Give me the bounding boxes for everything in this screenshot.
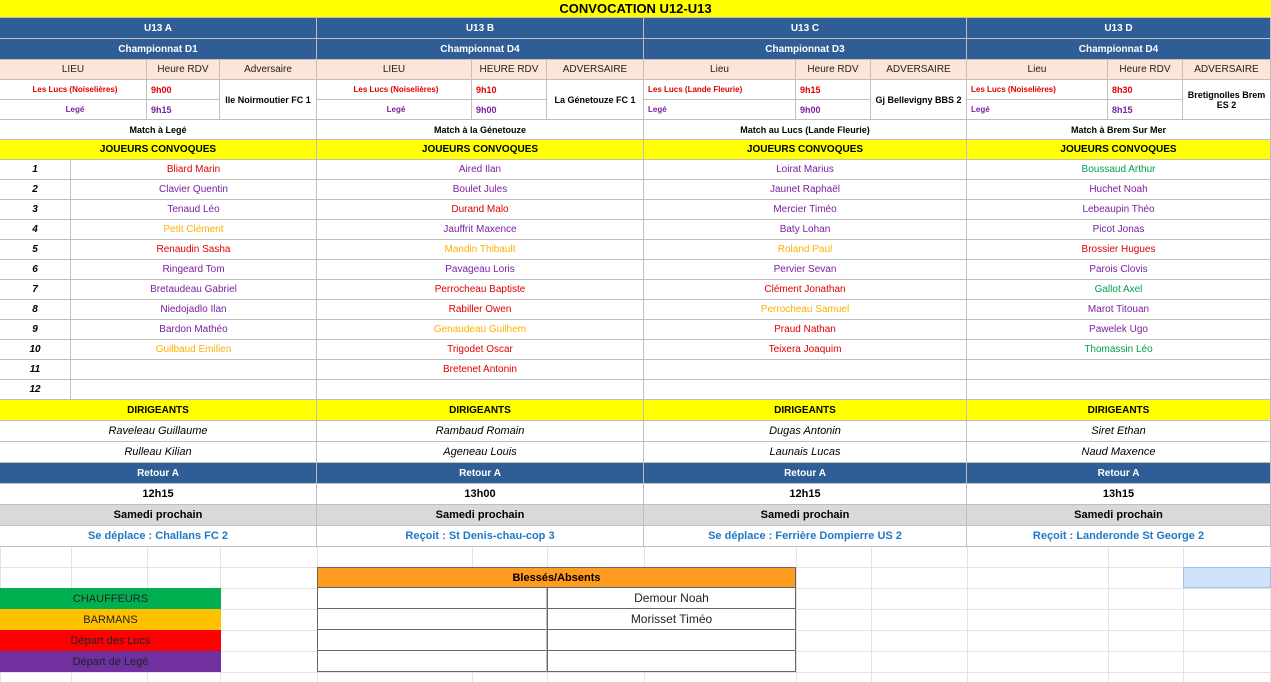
heure-row-1[interactable]: 8h30 [1108,80,1183,100]
heure-row-1[interactable]: 9h15 [796,80,871,100]
player-name[interactable]: Bardon Mathéo [71,320,317,340]
player-name[interactable]: Loirat Marius [644,160,967,180]
blesses-name[interactable] [547,651,796,672]
heure-row-2[interactable]: 9h15 [147,100,220,120]
player-name[interactable]: Thomassin Léo [967,340,1271,360]
blesses-empty-cell[interactable] [317,588,547,609]
legend-item: BARMANS [0,609,221,630]
heure-row-2[interactable]: 9h00 [472,100,547,120]
joueurs-header[interactable]: JOUEURS CONVOQUES [967,140,1271,160]
dirigeant-name[interactable]: Rambaud Romain [317,421,644,442]
dirigeant-name[interactable]: Dugas Antonin [644,421,967,442]
lieu-row-2[interactable]: Legé [967,100,1108,120]
player-name[interactable]: Durand Malo [317,200,644,220]
blesses-header[interactable]: Blessés/Absents [317,567,796,588]
column-header[interactable]: LIEU [317,60,472,80]
joueurs-header[interactable]: JOUEURS CONVOQUES [644,140,967,160]
adversaire[interactable]: Bretignolles Brem ES 2 [1183,80,1271,120]
row-number[interactable]: 4 [0,220,71,240]
player-name[interactable]: Genaudeau Guilhem [317,320,644,340]
dirigeants-header[interactable]: DIRIGEANTS [317,400,644,421]
retour-header[interactable]: Retour A [644,463,967,484]
column-header[interactable]: LIEU [0,60,147,80]
lieu-row-2[interactable]: Legé [0,100,147,120]
column-header[interactable]: ADVERSAIRE [1183,60,1271,80]
championship-label[interactable]: Championnat D4 [967,39,1271,60]
player-name[interactable]: Pavageau Loris [317,260,644,280]
row-number[interactable]: 5 [0,240,71,260]
player-name[interactable] [644,360,967,380]
blesses-name[interactable]: Morisset Timéo [547,609,796,630]
dirigeant-name[interactable]: Naud Maxence [967,442,1271,463]
column-header[interactable]: Heure RDV [796,60,871,80]
dirigeant-name[interactable]: Siret Ethan [967,421,1271,442]
dirigeant-name[interactable]: Raveleau Guillaume [0,421,317,442]
samedi-header[interactable]: Samedi prochain [317,505,644,526]
player-name[interactable] [71,380,317,400]
adversaire[interactable]: Ile Noirmoutier FC 1 [220,80,317,120]
match-location[interactable]: Match à Legé [0,120,317,140]
row-number[interactable]: 12 [0,380,71,400]
samedi-header[interactable]: Samedi prochain [0,505,317,526]
player-name[interactable]: Clavier Quentin [71,180,317,200]
player-name[interactable]: Pawelek Ugo [967,320,1271,340]
retour-header[interactable]: Retour A [0,463,317,484]
row-number[interactable]: 7 [0,280,71,300]
row-number[interactable]: 2 [0,180,71,200]
legend-item: Départ de Legé [0,651,221,672]
dirigeant-name[interactable]: Rulleau Kilian [0,442,317,463]
heure-row-2[interactable]: 9h00 [796,100,871,120]
row-number[interactable]: 10 [0,340,71,360]
column-header[interactable]: Lieu [967,60,1108,80]
next-match[interactable]: Se déplace : Ferrière Dompierre US 2 [644,526,967,547]
column-header[interactable]: Heure RDV [147,60,220,80]
player-name[interactable]: Picot Jonas [967,220,1271,240]
player-name[interactable]: Perrocheau Baptiste [317,280,644,300]
team-name[interactable]: U13 C [644,18,967,39]
row-number[interactable]: 8 [0,300,71,320]
match-location[interactable]: Match au Lucs (Lande Fleurie) [644,120,967,140]
player-name[interactable]: Praud Nathan [644,320,967,340]
column-header[interactable]: ADVERSAIRE [871,60,967,80]
retour-time[interactable]: 12h15 [644,484,967,505]
dirigeants-header[interactable]: DIRIGEANTS [0,400,317,421]
player-name[interactable]: Marot Titouan [967,300,1271,320]
samedi-header[interactable]: Samedi prochain [644,505,967,526]
lieu-row-1[interactable]: Les Lucs (Noiselières) [0,80,147,100]
player-name[interactable]: Gallot Axel [967,280,1271,300]
retour-time[interactable]: 13h00 [317,484,644,505]
dirigeant-name[interactable]: Ageneau Louis [317,442,644,463]
row-number[interactable]: 6 [0,260,71,280]
column-header[interactable]: HEURE RDV [472,60,547,80]
player-name[interactable]: Mercier Timéo [644,200,967,220]
retour-time[interactable]: 13h15 [967,484,1271,505]
next-match[interactable]: Reçoit : St Denis-chau-cop 3 [317,526,644,547]
player-name[interactable] [317,380,644,400]
row-number[interactable]: 11 [0,360,71,380]
selected-cell[interactable] [1183,567,1271,588]
player-name[interactable]: Guilbaud Emilien [71,340,317,360]
player-name[interactable]: Boulet Jules [317,180,644,200]
player-name[interactable] [71,360,317,380]
player-name[interactable]: Rabiller Owen [317,300,644,320]
retour-header[interactable]: Retour A [967,463,1271,484]
player-name[interactable]: Trigodet Oscar [317,340,644,360]
player-name[interactable] [967,380,1271,400]
blesses-empty-cell[interactable] [317,651,547,672]
player-name[interactable]: Pervier Sevan [644,260,967,280]
match-location[interactable]: Match à la Génetouze [317,120,644,140]
player-name[interactable]: Bretenet Antonin [317,360,644,380]
heure-row-2[interactable]: 8h15 [1108,100,1183,120]
player-name[interactable]: Bretaudeau Gabriel [71,280,317,300]
next-match[interactable]: Se déplace : Challans FC 2 [0,526,317,547]
gridline-h [0,672,1271,673]
player-name[interactable]: Aired Ilan [317,160,644,180]
heure-row-1[interactable]: 9h00 [147,80,220,100]
column-header[interactable]: Adversaire [220,60,317,80]
team-name[interactable]: U13 D [967,18,1271,39]
player-name[interactable]: Clément Jonathan [644,280,967,300]
adversaire[interactable]: Gj Bellevigny BBS 2 [871,80,967,120]
column-header[interactable]: Heure RDV [1108,60,1183,80]
row-number[interactable]: 3 [0,200,71,220]
legend-item: Départ des Lucs [0,630,221,651]
heure-row-1[interactable]: 9h10 [472,80,547,100]
player-name[interactable]: Renaudin Sasha [71,240,317,260]
samedi-header[interactable]: Samedi prochain [967,505,1271,526]
next-match[interactable]: Reçoit : Landeronde St George 2 [967,526,1271,547]
player-name[interactable]: Mandin Thibault [317,240,644,260]
lieu-row-2[interactable]: Legé [644,100,796,120]
player-name[interactable]: Huchet Noah [967,180,1271,200]
column-header[interactable]: Lieu [644,60,796,80]
column-header[interactable]: ADVERSAIRE [547,60,644,80]
joueurs-header[interactable]: JOUEURS CONVOQUES [0,140,317,160]
retour-time[interactable]: 12h15 [0,484,317,505]
championship-label[interactable]: Championnat D3 [644,39,967,60]
lieu-row-1[interactable]: Les Lucs (Noiselières) [967,80,1108,100]
legend-item: CHAUFFEURS [0,588,221,609]
sheet-title[interactable]: CONVOCATION U12-U13 [0,0,1271,18]
dirigeants-header[interactable]: DIRIGEANTS [967,400,1271,421]
player-name[interactable]: Petit Clément [71,220,317,240]
player-name[interactable]: Niedojadlo Ilan [71,300,317,320]
lieu-row-1[interactable]: Les Lucs (Lande Fleurie) [644,80,796,100]
lieu-row-2[interactable]: Legé [317,100,472,120]
dirigeants-header[interactable]: DIRIGEANTS [644,400,967,421]
player-name[interactable]: Ringeard Tom [71,260,317,280]
blesses-name[interactable] [547,630,796,651]
match-location[interactable]: Match à Brem Sur Mer [967,120,1271,140]
player-name[interactable]: Lebeaupin Théo [967,200,1271,220]
player-name[interactable]: Jauffrit Maxence [317,220,644,240]
player-name[interactable]: Teixera Joaquim [644,340,967,360]
championship-label[interactable]: Championnat D1 [0,39,317,60]
player-name[interactable] [644,380,967,400]
row-number[interactable]: 1 [0,160,71,180]
player-name[interactable]: Brossier Hugues [967,240,1271,260]
player-name[interactable]: Baty Lohan [644,220,967,240]
joueurs-header[interactable]: JOUEURS CONVOQUES [317,140,644,160]
player-name[interactable]: Bliard Marin [71,160,317,180]
team-name[interactable]: U13 B [317,18,644,39]
retour-header[interactable]: Retour A [317,463,644,484]
player-name[interactable]: Boussaud Arthur [967,160,1271,180]
player-name[interactable]: Jaunet Raphaël [644,180,967,200]
player-name[interactable]: Perrocheau Samuel [644,300,967,320]
blesses-empty-cell[interactable] [317,630,547,651]
blesses-name[interactable]: Demour Noah [547,588,796,609]
blesses-empty-cell[interactable] [317,609,547,630]
player-name[interactable]: Tenaud Léo [71,200,317,220]
lieu-row-1[interactable]: Les Lucs (Noiselières) [317,80,472,100]
row-number[interactable]: 9 [0,320,71,340]
adversaire[interactable]: La Génetouze FC 1 [547,80,644,120]
player-name[interactable]: Roland Paul [644,240,967,260]
dirigeant-name[interactable]: Launais Lucas [644,442,967,463]
player-name[interactable]: Parois Clovis [967,260,1271,280]
championship-label[interactable]: Championnat D4 [317,39,644,60]
team-name[interactable]: U13 A [0,18,317,39]
player-name[interactable] [967,360,1271,380]
